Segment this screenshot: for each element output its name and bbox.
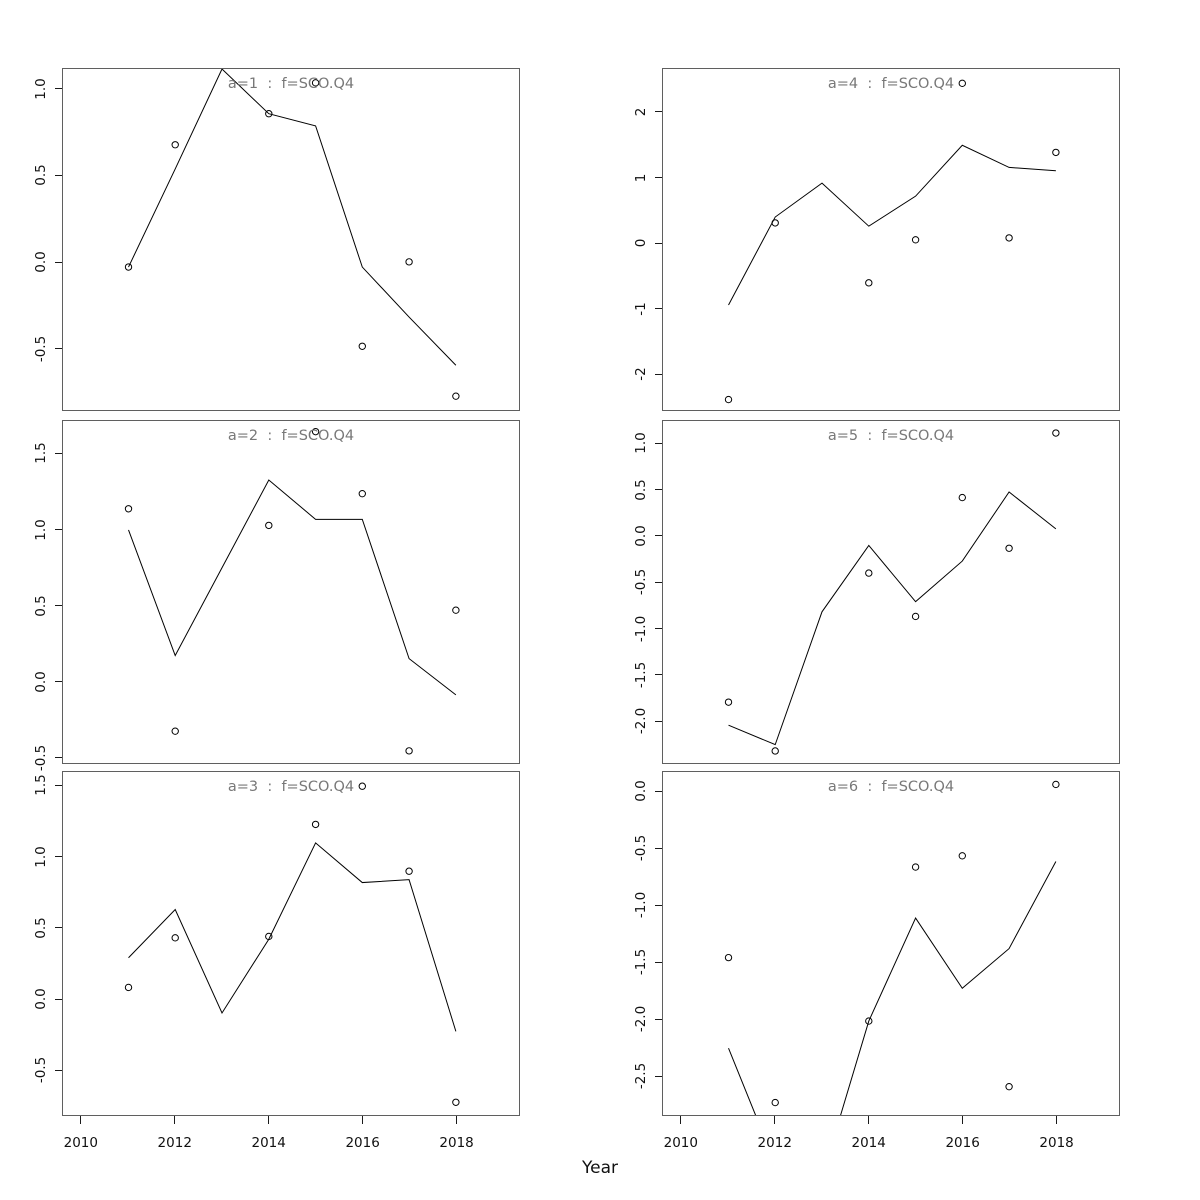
data-point [125,506,131,512]
fit-line [729,861,1056,1115]
data-point [866,570,872,576]
y-tick-label: -0.5 [33,1057,49,1084]
y-tick-label: 0.0 [33,671,49,693]
x-tick-label: 2016 [345,1135,380,1151]
data-point [1053,149,1059,155]
data-point [453,1099,459,1105]
data-point [453,607,459,613]
y-tick-mark [655,962,662,963]
data-point [1006,545,1012,551]
data-point [912,864,918,870]
y-tick-label: -2.5 [633,1062,649,1090]
fit-line [729,492,1056,745]
y-tick-label: -1.0 [633,615,649,642]
y-tick-label: -1.0 [633,892,649,919]
panel-plot-area [63,772,519,1115]
x-tick-mark [362,1116,363,1124]
data-point [959,80,965,86]
y-tick-mark [655,905,662,906]
x-tick-mark [680,1116,681,1124]
y-tick-mark [655,374,662,375]
data-point [1053,430,1059,436]
x-tick-label: 2016 [945,1135,980,1151]
y-tick-mark [655,1019,662,1020]
y-tick-mark [655,791,662,792]
data-point [312,821,318,827]
y-tick-label: -2.0 [633,708,649,735]
y-tick-label: -0.5 [633,569,649,596]
y-tick-label: 2 [633,107,649,117]
y-tick-mark [55,999,62,1000]
panel-a6 [662,771,1120,1116]
y-tick-mark [655,443,662,444]
y-tick-mark [55,1070,62,1071]
panel-a5 [662,420,1120,764]
x-tick-mark [456,1116,457,1124]
y-tick-label: 0.0 [33,988,49,1010]
y-tick-mark [55,453,62,454]
y-tick-label: 0.5 [33,594,49,617]
y-tick-label: 1.0 [33,845,49,868]
y-tick-mark [655,177,662,178]
data-point [912,613,918,619]
y-tick-label: 1.0 [33,518,49,541]
data-point [266,522,272,528]
data-point [1053,781,1059,787]
y-tick-mark [55,785,62,786]
data-point [959,494,965,500]
data-point [959,853,965,859]
y-tick-mark [655,111,662,112]
y-tick-label: -2 [633,367,649,381]
y-tick-label: -0.5 [33,335,49,362]
data-point [772,1099,778,1105]
x-tick-label: 2010 [663,1135,698,1151]
panel-title: a=4 : f=SCO.Q4 [827,76,955,92]
y-tick-label: 0.5 [633,478,649,501]
data-point [312,80,318,86]
data-point [359,490,365,496]
x-tick-label: 2012 [157,1135,192,1151]
y-tick-label: 1.0 [633,432,649,454]
y-tick-mark [55,757,62,758]
y-tick-mark [655,489,662,490]
x-tick-mark [268,1116,269,1124]
y-tick-mark [655,674,662,675]
y-tick-mark [655,308,662,309]
y-tick-label: 0.0 [633,780,649,803]
data-point [359,783,365,789]
y-tick-mark [655,535,662,536]
y-tick-mark [55,348,62,349]
data-point [866,280,872,286]
panel-a2 [62,420,520,764]
data-point [725,699,731,705]
x-tick-label: 2014 [251,1135,286,1151]
y-tick-label: 0.0 [33,251,49,273]
panel-plot-area [663,421,1119,763]
x-tick-mark [1056,1116,1057,1124]
y-tick-label: 1.5 [33,774,49,796]
y-tick-mark [655,1076,662,1077]
y-tick-mark [655,243,662,244]
x-tick-label: 2014 [851,1135,886,1151]
x-tick-label: 2018 [1039,1135,1074,1151]
y-tick-mark [55,681,62,682]
fit-line [129,480,456,695]
panel-a1 [62,68,520,411]
y-tick-label: -1 [633,301,649,316]
y-tick-label: 0.0 [633,525,649,547]
data-point [1006,235,1012,241]
data-point [912,237,918,243]
y-tick-label: -2.0 [633,1006,649,1033]
y-tick-label: -0.5 [633,835,649,862]
data-point [772,748,778,754]
panel-title: a=5 : f=SCO.Q4 [827,428,955,444]
x-tick-label: 2012 [757,1135,792,1151]
panel-title: a=1 : f=SCO.Q4 [227,76,355,92]
panel-plot-area [63,421,519,763]
panel-title: a=3 : f=SCO.Q4 [227,779,355,795]
data-point [1006,1083,1012,1089]
data-point [406,748,412,754]
x-tick-label: 2010 [63,1135,98,1151]
x-tick-mark [774,1116,775,1124]
y-tick-label: 0.5 [33,917,49,939]
y-tick-label: -0.5 [33,744,49,772]
y-tick-mark [655,848,662,849]
data-point [312,428,318,434]
y-tick-mark [55,529,62,530]
x-tick-mark [962,1116,963,1124]
x-axis-title: Year [582,1158,618,1178]
data-point [406,868,412,874]
y-tick-label: -1.5 [633,661,649,689]
y-tick-label: 0.5 [33,164,49,187]
y-tick-label: 1.5 [33,442,49,465]
y-tick-label: -1.5 [633,949,649,976]
y-tick-mark [655,582,662,583]
x-tick-label: 2018 [439,1135,474,1151]
panel-plot-area [663,772,1119,1115]
panel-plot-area [63,69,519,410]
data-point [725,954,731,960]
x-tick-mark [868,1116,869,1124]
data-point [125,984,131,990]
y-tick-mark [655,628,662,629]
panel-plot-area [663,69,1119,410]
data-point [172,142,178,148]
x-tick-mark [80,1116,81,1124]
x-tick-mark [174,1116,175,1124]
y-tick-mark [55,927,62,928]
y-tick-label: 0 [633,238,649,248]
data-point [406,259,412,265]
panel-a3 [62,771,520,1116]
y-tick-mark [55,605,62,606]
y-tick-label: 1 [633,173,649,182]
y-tick-mark [55,175,62,176]
panel-a4 [662,68,1120,411]
y-tick-mark [55,262,62,263]
data-point [172,728,178,734]
y-tick-mark [55,88,62,89]
panel-title: a=6 : f=SCO.Q4 [827,779,955,795]
y-tick-label: 1.0 [33,78,49,100]
data-point [359,343,365,349]
data-point [725,396,731,402]
panel-title: a=2 : f=SCO.Q4 [227,428,355,444]
data-point [772,220,778,226]
y-tick-mark [655,721,662,722]
data-point [453,393,459,399]
fit-line [129,69,456,365]
y-tick-mark [55,856,62,857]
fit-line [129,843,456,1032]
data-point [172,935,178,941]
